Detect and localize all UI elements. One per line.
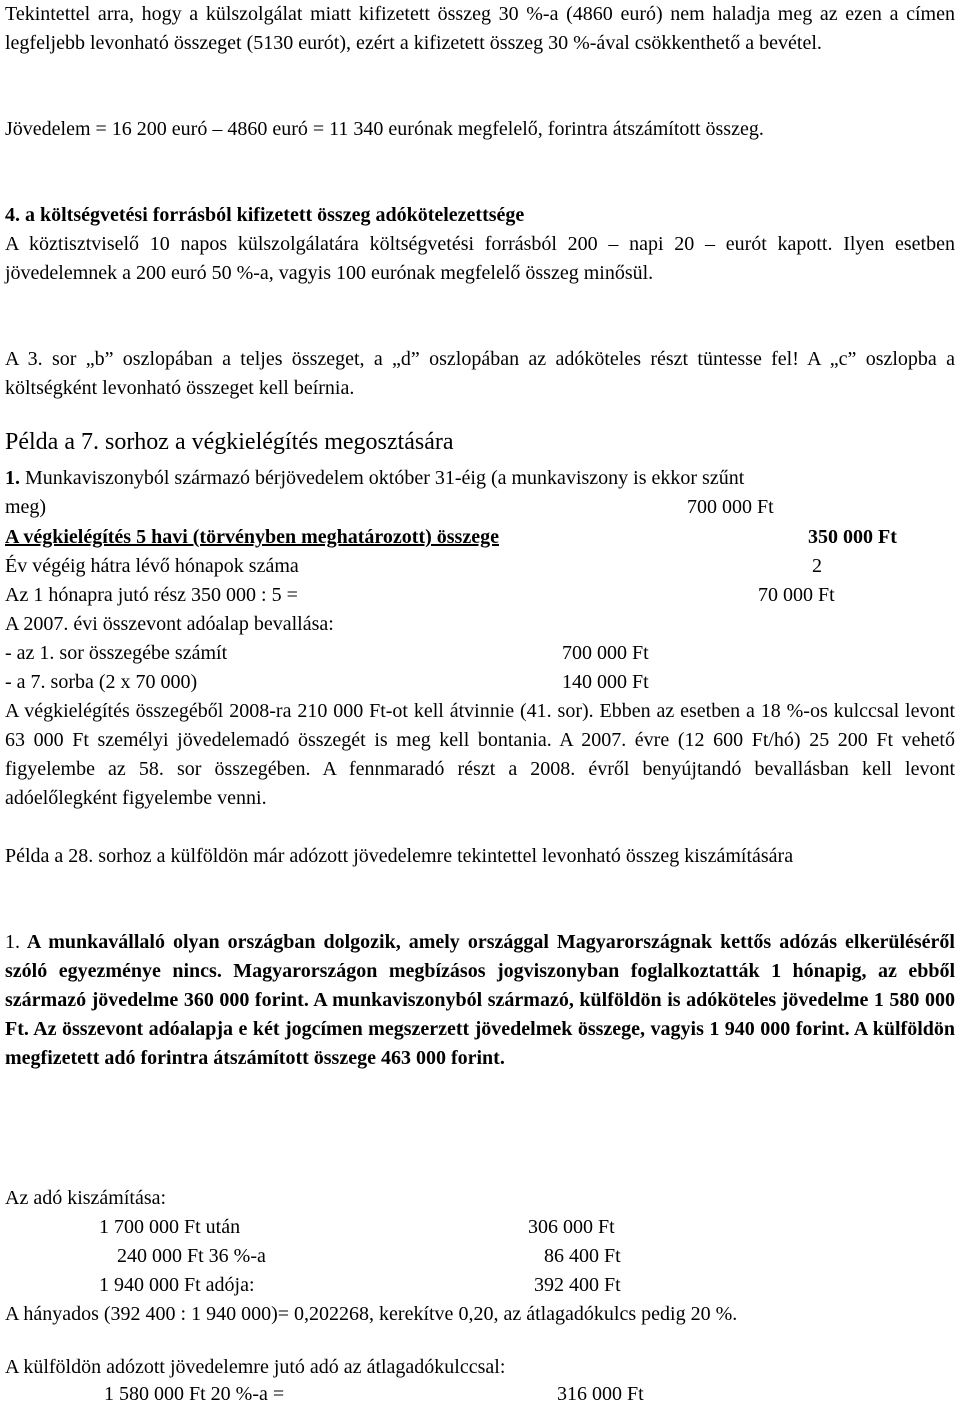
paragraph-column-instructions: A 3. sor „b” oszlopában a teljes összeget, a „d” oszlopában az adóköteles részt tüntesse fel! A „c” oszlopba a költségként levonható összeget kell beírnia. — [5, 348, 955, 399]
final-calc-value: 316 000 Ft — [557, 1383, 644, 1405]
final-calc-label: 1 580 000 Ft 20 %-a = — [104, 1383, 285, 1405]
example-7-amount: 700 000 Ft — [687, 496, 774, 518]
tax-return-label: A 2007. évi összevont adóalap bevallása: — [5, 613, 334, 635]
example-7-heading: Példa a 7. sorhoz a végkielégítés megosztására — [5, 429, 454, 455]
paragraph-income-formula: Jövedelem = 16 200 euró – 4860 euró = 11 340 eurónak megfelelő, forintra átszámított összeg. — [5, 118, 764, 140]
example-7-line-1 — [5, 464, 955, 493]
monthly-part-value: 70 000 Ft — [758, 584, 835, 606]
section-heading-4: 4. a költségvetési forrásból kifizetett összeg adókötelezettsége — [5, 204, 525, 226]
tax-row-label: 1 700 000 Ft után — [99, 1216, 241, 1238]
row-7-label: - a 7. sorba (2 x 70 000) — [5, 671, 198, 693]
foreign-tax-line: A külföldön adózott jövedelemre jutó adó az átlagadókulccsal: — [5, 1356, 506, 1378]
tax-row-label: 1 940 000 Ft adója: — [99, 1274, 255, 1296]
remaining-months-value: 2 — [812, 555, 822, 577]
item-text: A munkavállaló olyan országban dolgozik, amely országgal Magyarországnak kettős adózás elkerüléséről szóló egyezménye nincs. Magyarországon megbízásos jogviszonyban foglalkoztatták 1 hónapig, az ebből származó jövedelme 360 000 forint. A munkaviszonyból származó, külföldön is adóköteles jövedelme 1 580 000 Ft. Az összevont adóalapja e két jogcímen megszerzett jövedelmek összege, vagyis 1 940 000 forint. A külföldön megfizetett adó forintra átszámított összege 463 000 forint. — [5, 931, 955, 1069]
tax-row-value: 392 400 Ft — [534, 1274, 621, 1296]
average-rate-line: A hányados (392 400 : 1 940 000)= 0,202268, kerekítve 0,20, az átlagadókulcs pedig 20 %. — [5, 1303, 738, 1325]
row-7-value: 140 000 Ft — [562, 671, 649, 693]
severance-total-value: 350 000 Ft — [808, 526, 897, 548]
item-number: 1. — [5, 931, 20, 953]
row-1-value: 700 000 Ft — [562, 642, 649, 664]
monthly-part-label: Az 1 hónapra jutó rész 350 000 : 5 = — [5, 584, 298, 606]
row-1-label: - az 1. sor összegébe számít — [5, 642, 228, 664]
remaining-months-label: Év végéig hátra lévő hónapok száma — [5, 555, 299, 577]
tax-calculation-title: Az adó kiszámítása: — [5, 1187, 167, 1209]
tax-row-value: 86 400 Ft — [544, 1245, 621, 1267]
tax-row-label: 240 000 Ft 36 %-a — [117, 1245, 266, 1267]
tax-row-value: 306 000 Ft — [528, 1216, 615, 1238]
paragraph-severance-carryover: A végkielégítés összegéből 2008-ra 210 000 Ft-ot kell átvinnie (41. sor). Ebben az esetben a 18 %-os kulccsal levont 63 000 Ft személyi jövedelemadó összegét is meg kell bontania. A 2007. évre (12 600 Ft/hó) 25 200 Ft vehető figyelembe az 58. sor összegében. A fennmaradó részt a 2008. évről benyújtandó bevallásban kell levont adóelőlegként figyelembe venni. — [5, 700, 955, 809]
paragraph-foreign-service: Tekintettel arra, hogy a külszolgálat miatt kifizetett összeg 30 %-a (4860 euró) nem haladja meg az ezen a címen legfeljebb levonható összeget (5130 eurót), ezért a kifizetett összeg 30 %-ával csökkenthető a bevétel. — [5, 3, 955, 54]
paragraph-foreign-income-case — [5, 928, 955, 1073]
item-number: 1. — [5, 467, 20, 489]
severance-total-label: A végkielégítés 5 havi (törvényben meghatározott) összege — [5, 526, 499, 548]
example-28-heading: Példa a 28. sorhoz a külföldön már adózott jövedelemre tekintettel levonható összeg kiszámítására — [5, 845, 794, 867]
example-7-line-2: meg) — [5, 496, 47, 518]
paragraph-civil-servant: A köztisztviselő 10 napos külszolgálatára költségvetési forrásból 200 – napi 20 – eurót kapott. Ilyen esetben jövedelemnek a 200 euró 50 %-a, vagyis 100 eurónak megfelelő összeg minősül. — [5, 233, 955, 284]
item-text: Munkaviszonyból származó bérjövedelem október 31-éig (a munkaviszony is ekkor szűnt — [20, 467, 745, 489]
